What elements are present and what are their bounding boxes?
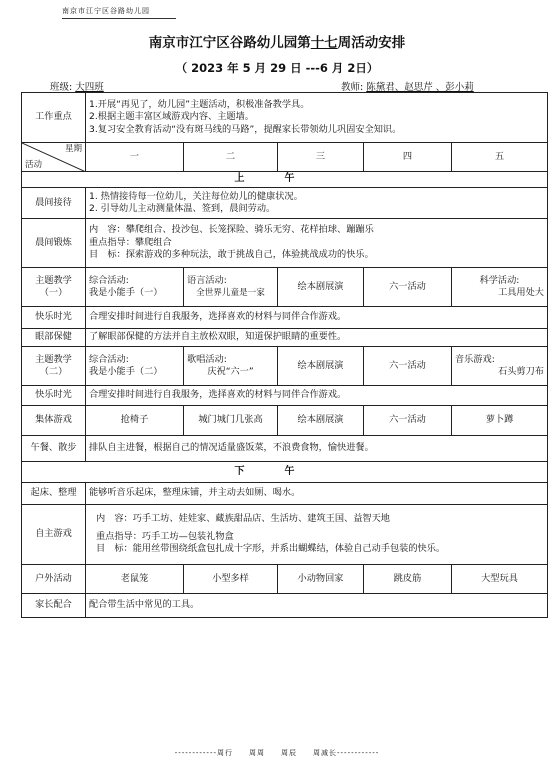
focus-item-2: 2.根据主题丰富区域游戏内容、主题墙。: [89, 111, 254, 123]
group-game-thu: 六一活动: [364, 406, 452, 436]
corner-weekday-label: 星期: [64, 144, 82, 154]
focus-row: [22, 93, 548, 143]
title-prefix: 南京市江宁区谷路幼儿园第: [148, 35, 311, 51]
outdoor-tue: 小型多样: [184, 565, 278, 594]
class-value: 大四班: [75, 82, 104, 93]
day-fri: 五: [452, 143, 548, 172]
group-game-mon: 抢椅子: [86, 406, 184, 436]
reception-line-1: 1. 热情接待每一位幼儿，关注每位幼儿的健康状况。: [89, 190, 303, 202]
free-game-focus-line: 重点指导：巧手工坊—包装礼物盒: [96, 530, 234, 542]
reception-row: [22, 188, 548, 219]
lunch-content: 排队自主进餐，根据自己的情况适量盛饭菜，不浪费食物，愉快进餐。: [86, 436, 548, 462]
outdoor-wed: 小动物回家: [278, 565, 364, 594]
theme2-cell-fri: [452, 347, 548, 386]
exercise-content-line: 内 容：攀爬组合、投沙包、长笼探险、骑乐无穷、花样拍球、蹦蹦乐: [89, 224, 374, 236]
free-game-content: [86, 505, 548, 565]
focus-content: [86, 93, 548, 143]
date-range: （ 2023 年 5 月 29 日 ---6 月 2日）: [175, 61, 379, 75]
outdoor-row: [22, 565, 548, 594]
week-number: 十七: [310, 35, 338, 51]
free-game-label: 自主游戏: [22, 505, 86, 565]
reception-label: 晨间接待: [22, 188, 86, 219]
theme1-label-bottom: （一）: [39, 287, 68, 298]
free-game-goal-line: 目 标：能用丝带围绕纸盒包扎成十字形，并系出蝴蝶结，体验自己动手包装的快乐。: [96, 543, 446, 555]
theme2-label-top: 主题教学: [35, 353, 72, 365]
theme2-row: [22, 347, 548, 386]
theme1-cell-mon: [86, 268, 184, 307]
header-corner-cell: [22, 143, 86, 172]
eye-label: 眼部保健: [22, 329, 86, 347]
eye-content: 了解眼部保健的方法并自主放松双眼，知道保护眼睛的重要性。: [86, 329, 548, 347]
theme1-cell-wed: 绘本剧展演: [278, 268, 364, 307]
theme2-label-bottom: （二）: [39, 366, 68, 377]
free-game-content-line: 内 容：巧手工坊、娃娃家、藏族甜品店、生活坊、建筑王国、益智天地: [96, 513, 390, 525]
theme2-fri-type: 音乐游戏:: [455, 353, 495, 365]
class-info: [50, 79, 104, 93]
signature-footer: ------------周行 周周 周辰 周减长------------: [174, 749, 380, 757]
school-name-header: 南京市江宁区谷路幼儿园: [62, 6, 176, 19]
focus-label: 工作重点: [22, 93, 86, 143]
theme1-mon-type: 综合活动:: [89, 274, 129, 286]
theme2-cell-thu: 六一活动: [364, 347, 452, 386]
outdoor-thu: 跳皮筋: [364, 565, 452, 594]
day-tue: 二: [184, 143, 278, 172]
exercise-focus-line: 重点指导：攀爬组合: [89, 236, 172, 248]
parents-label: 家长配合: [22, 594, 86, 618]
parents-content: 配合带生活中常见的工具。: [86, 594, 548, 618]
theme2-label: [22, 347, 86, 386]
theme2-mon-title: 我是小能手（二）: [89, 366, 163, 377]
teacher-value: 陈黛君、赵思芹 、彭小莉: [366, 82, 474, 93]
theme1-label-top: 主题教学: [35, 274, 72, 286]
theme1-tue-title: 全世界儿童是一家: [196, 288, 265, 298]
afternoon-section-row: [22, 462, 548, 483]
morning-section-label: 上午: [22, 172, 548, 188]
theme1-cell-thu: 六一活动: [364, 268, 452, 307]
afternoon-section-label: 下午: [22, 462, 548, 483]
exercise-content: [86, 219, 548, 268]
schedule-table: [21, 92, 548, 618]
theme1-fri-title: 工具用处大: [498, 287, 544, 298]
wakeup-content: 能够听音乐起床，整理床铺，并主动去如厕、喝水。: [86, 483, 548, 505]
happy2-content: 合理安排时间进行自我服务，选择喜欢的材料与同伴合作游戏。: [86, 386, 548, 406]
theme1-tue-type: 语言活动:: [187, 274, 227, 286]
parents-row: [22, 594, 548, 618]
theme1-row: [22, 268, 548, 307]
exercise-goal-line: 目 标：探索游戏的多种玩法，敢于挑战自己，体验挑战成功的快乐。: [89, 249, 374, 261]
lunch-label: 午餐、散步: [22, 436, 86, 462]
eye-row: [22, 329, 548, 347]
exercise-label: 晨间锻炼: [22, 219, 86, 268]
title-suffix: 周活动安排: [337, 35, 406, 51]
theme1-fri-type: 科学活动:: [479, 274, 520, 286]
group-game-fri: 萝卜蹲: [452, 406, 548, 436]
group-game-row: [22, 406, 548, 436]
day-mon: 一: [86, 143, 184, 172]
day-thu: 四: [364, 143, 452, 172]
happy1-label: 快乐时光: [22, 307, 86, 329]
page-title: [0, 31, 554, 51]
morning-section-row: [22, 172, 548, 188]
theme2-mon-type: 综合活动:: [89, 353, 129, 365]
happy1-content: 合理安排时间进行自我服务，选择喜欢的材料与同伴合作游戏。: [86, 307, 548, 329]
theme1-cell-fri: [452, 268, 548, 307]
outdoor-mon: 老鼠笼: [86, 565, 184, 594]
happy2-label: 快乐时光: [22, 386, 86, 406]
group-game-wed: 绘本剧展演: [278, 406, 364, 436]
corner-activity-label: 活动: [25, 159, 43, 170]
reception-content: [86, 188, 548, 219]
teacher-label: 教师:: [341, 82, 364, 93]
reception-line-2: 2. 引导幼儿主动测量体温、签到，晨间劳动。: [89, 203, 276, 214]
focus-item-1: 1.开展“再见了，幼儿园”主题活动，积极准备教学具。: [89, 98, 310, 110]
group-game-label: 集体游戏: [22, 406, 86, 436]
days-header-row: [22, 143, 548, 172]
group-game-tue: 城门城门几张高: [184, 406, 278, 436]
teacher-info: [341, 79, 474, 93]
theme1-cell-tue: [184, 268, 278, 307]
wakeup-label: 起床、整理: [22, 483, 86, 505]
theme2-fri-title: 石头剪刀布: [498, 366, 544, 377]
theme2-tue-type: 歌唱活动:: [187, 353, 227, 365]
theme2-cell-wed: 绘本剧展演: [278, 347, 364, 386]
focus-item-3: 3.复习安全教育活动“没有斑马线的马路”，提醒家长带领幼儿巩固安全知识。: [89, 123, 402, 135]
outdoor-label: 户外活动: [22, 565, 86, 594]
outdoor-fri: 大型玩具: [452, 565, 548, 594]
theme1-label: [22, 268, 86, 307]
happy2-row: [22, 386, 548, 406]
happy1-row: [22, 307, 548, 329]
day-wed: 三: [278, 143, 364, 172]
exercise-row: [22, 219, 548, 268]
free-game-row: [22, 505, 548, 565]
class-label: 班级:: [50, 82, 73, 93]
lunch-row: [22, 436, 548, 462]
theme1-mon-title: 我是小能手（一）: [89, 287, 163, 298]
wakeup-row: [22, 483, 548, 505]
theme2-tue-title: 庆祝“六一”: [207, 366, 254, 377]
theme2-cell-mon: [86, 347, 184, 386]
theme2-cell-tue: [184, 347, 278, 386]
